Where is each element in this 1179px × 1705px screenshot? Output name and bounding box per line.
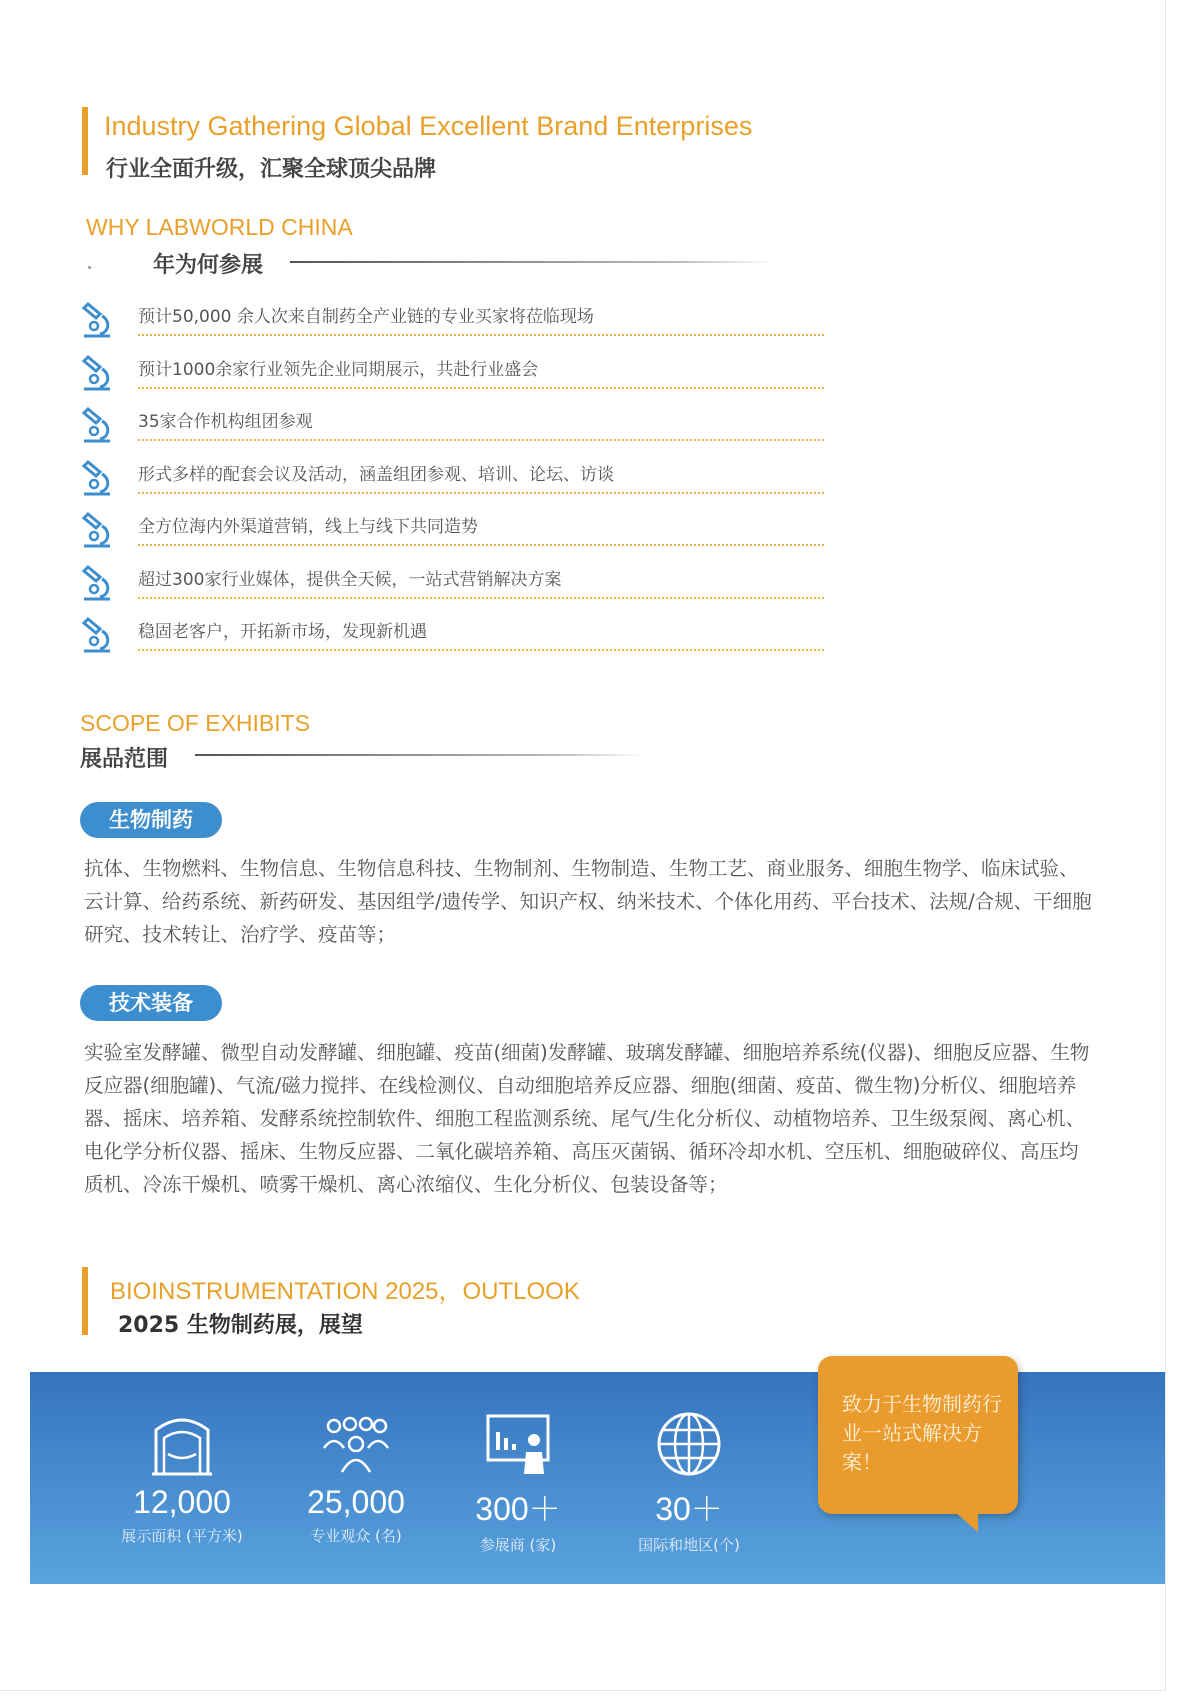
decor-dot [88, 266, 91, 269]
dotted-divider [138, 492, 824, 494]
dotted-divider [138, 544, 824, 546]
callout-bubble [818, 1356, 1018, 1514]
callout-text: 致力于生物制药行业一站式解决方案！ [842, 1392, 1002, 1474]
category-text-biopharma: 抗体、生物燃料、生物信息、生物信息科技、生物制剂、生物制造、生物工艺、商业服务、细胞生物学、临床试验、云计算、给药系统、新药研发、基因组学/遗传学、知识产权、纳米技术、个体化用药、平台技术、法规/合规、干细胞研究、技术转让、治疗学、疫苗等； [84, 857, 1092, 946]
stat-label: 参展商 (家) [479, 1536, 557, 1554]
outlook-accent-bar [82, 1267, 88, 1335]
stat-value: 25,000 [307, 1484, 405, 1520]
stat-audience [276, 1408, 436, 1546]
dotted-divider [138, 439, 824, 441]
presenter-icon [482, 1408, 554, 1480]
reason-list [80, 296, 820, 664]
reason-text: 超过300家行业媒体，提供全天候，一站式营销解决方案 [138, 569, 562, 590]
why-title-cn: 年为何参展 [153, 253, 264, 278]
category-text-equipment: 实验室发酵罐、微型自动发酵罐、细胞罐、疫苗(细菌)发酵罐、玻璃发酵罐、细胞培养系统(仪器)、细胞反应器、生物反应器(细胞罐)、气流/磁力搅拌、在线检测仪、自动细胞培养反应器、细胞(细菌、疫苗、微生物)分析仪、细胞培养器、摇床、培养箱、发酵系统控制软件、细胞工程监测系统、尾气/生化分析仪、动植物培养、卫生级泵阀、离心机、电化学分析仪器、摇床、生物反应器、二氧化碳培养箱、高压灭菌锅、循环冷却水机、空压机、细胞破碎仪、高压均质机、冷冻干燥机、喷雾干燥机、离心浓缩仪、生化分析仪、包装设备等； [84, 1041, 1090, 1196]
dotted-divider [138, 649, 824, 651]
reason-text: 预计1000余家行业领先企业同期展示，共赴行业盛会 [138, 359, 539, 380]
reason-item [80, 611, 820, 664]
dotted-divider [138, 334, 824, 336]
reason-text: 稳固老客户，开拓新市场，发现新机遇 [138, 622, 427, 642]
dotted-divider [138, 387, 824, 389]
dotted-divider [138, 597, 824, 599]
callout-tail [948, 1506, 978, 1532]
reason-item [80, 349, 820, 402]
reason-item [80, 296, 820, 349]
microscope-icon [80, 353, 116, 393]
microscope-icon [80, 405, 116, 445]
microscope-icon [80, 510, 116, 550]
scope-title-cn: 展品范围 [80, 747, 169, 772]
stat-value: 300＋ [475, 1491, 561, 1527]
stat-area [102, 1408, 262, 1546]
reason-item [80, 559, 820, 612]
outlook-title-cn: 2025 生物制药展，展望 [118, 1313, 363, 1338]
reason-text: 预计50,000 余人次来自制药全产业链的专业买家将莅临现场 [138, 307, 594, 327]
microscope-icon [80, 563, 116, 603]
globe-icon [653, 1408, 725, 1480]
microscope-icon [80, 300, 116, 340]
stat-label: 专业观众 (名) [310, 1527, 402, 1545]
why-title-en: WHY LABWORLD CHINA [86, 214, 353, 240]
category-pill-equipment: 技术装备 [80, 985, 222, 1021]
scope-divider [195, 754, 645, 756]
scope-title-en: SCOPE OF EXHIBITS [80, 710, 311, 736]
stat-value: 12,000 [133, 1484, 231, 1520]
reason-item [80, 506, 820, 559]
stat-value: 30＋ [655, 1491, 723, 1527]
reason-text: 35家合作机构组团参观 [138, 412, 313, 432]
stat-exhibitors [438, 1408, 598, 1555]
header-accent-bar [82, 107, 88, 175]
category-pill-biopharma: 生物制药 [80, 802, 222, 838]
microscope-icon [80, 615, 116, 655]
microscope-icon [80, 458, 116, 498]
why-divider [290, 261, 775, 263]
reason-item [80, 454, 820, 507]
reason-item [80, 401, 820, 454]
audience-icon [320, 1408, 392, 1480]
exhibition-hall-icon [146, 1408, 218, 1480]
stat-regions [609, 1408, 769, 1555]
reason-text: 形式多样的配套会议及活动，涵盖组团参观、培训、论坛、访谈 [138, 464, 614, 485]
stat-label: 展示面积 (平方米) [121, 1527, 243, 1545]
header-title-en: Industry Gathering Global Excellent Brand Enterprises [104, 111, 753, 141]
stat-label: 国际和地区(个) [638, 1536, 740, 1554]
reason-text: 全方位海内外渠道营销，线上与线下共同造势 [138, 517, 478, 537]
header-title-cn: 行业全面升级，汇聚全球顶尖品牌 [106, 157, 437, 182]
outlook-title-en: BIOINSTRUMENTATION 2025，OUTLOOK [110, 1278, 580, 1305]
